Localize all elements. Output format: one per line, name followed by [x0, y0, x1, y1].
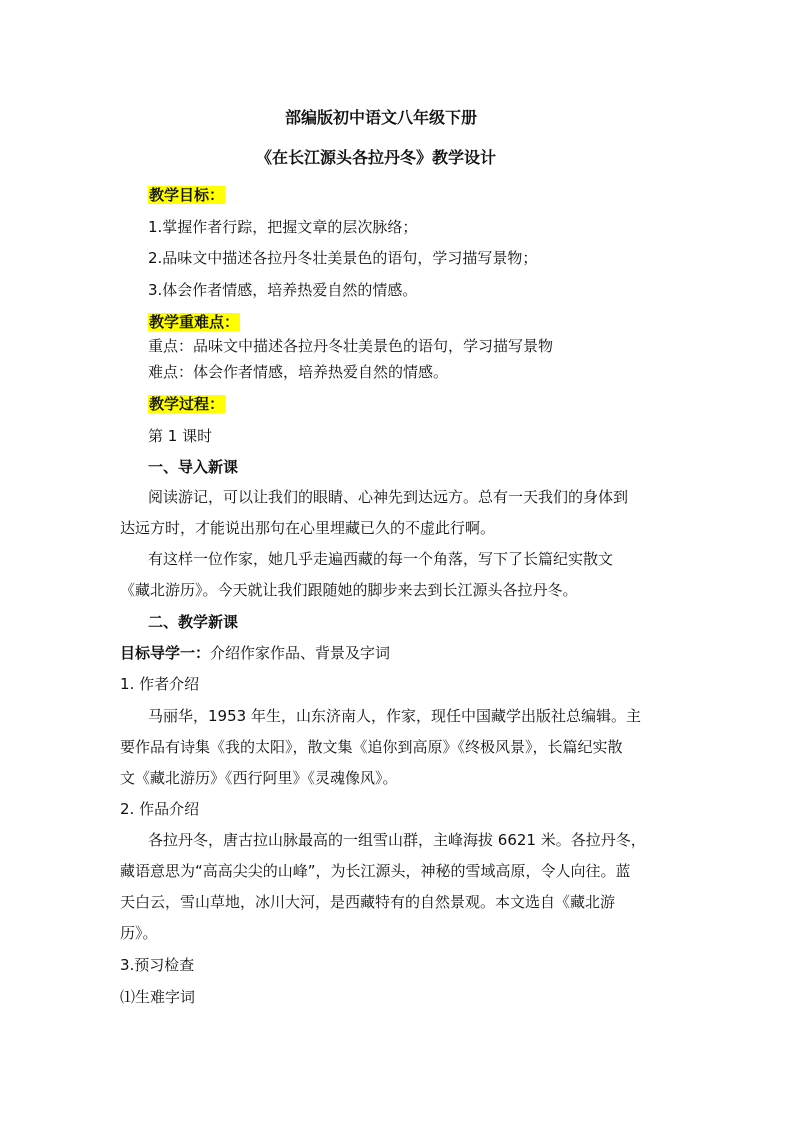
- key-points-heading-text: 教学重难点：: [149, 313, 240, 331]
- intro-para1-line2: 达远方时，才能说出那句在心里埋藏已久的不虚此行啊。: [120, 519, 496, 537]
- work-heading: 2. 作品介绍: [120, 800, 200, 818]
- work-line-2: 藏语意思为“高高尖尖的山峰”，为长江源头，神秘的雪域高原，令人向往。蓝: [120, 862, 631, 880]
- goal-text: 介绍作家作品、背景及字词: [210, 644, 391, 662]
- intro-para1-line1: 阅读游记，可以让我们的眼睛、心神先到达远方。总有一天我们的身体到: [148, 488, 629, 506]
- goal-line: [120, 643, 390, 663]
- goal-label: 目标导学一：: [120, 644, 211, 662]
- author-line-3: 文《藏北游历》《西行阿里》《灵魂像风》。: [120, 769, 398, 787]
- process-heading-text: 教学过程：: [149, 395, 225, 413]
- author-line-1: 马丽华，1953 年生，山东济南人，作家，现任中国藏学出版社总编辑。主: [148, 707, 641, 725]
- objective-item-3: 3.体会作者情感，培养热爱自然的情感。: [148, 281, 418, 299]
- objectives-heading-text: 教学目标：: [149, 186, 225, 204]
- objective-item-2: 2.品味文中描述各拉丹冬壮美景色的语句，学习描写景物；: [148, 249, 538, 267]
- objectives-heading: [148, 185, 225, 205]
- process-heading: [148, 394, 225, 414]
- doc-title-line1: 部编版初中语文八年级下册: [285, 108, 478, 127]
- work-line-1: 各拉丹冬，唐古拉山脉最高的一组雪山群，主峰海拔 6621 米。各拉丹冬，: [148, 831, 646, 849]
- author-line-2: 要作品有诗集《我的太阳》，散文集《追你到高原》《终极风景》，长篇纪实散: [120, 738, 623, 756]
- section2-heading: 二、教学新课: [148, 613, 239, 631]
- author-heading: 1. 作者介绍: [120, 675, 200, 693]
- objective-item-1: 1.掌握作者行踪，把握文章的层次脉络；: [148, 218, 418, 236]
- vocab-heading: ⑴生难字词: [120, 988, 196, 1006]
- key-point-focus: 重点：品味文中描述各拉丹冬壮美景色的语句，学习描写景物: [148, 337, 554, 355]
- work-line-3: 天白云，雪山草地，冰川大河，是西藏特有的自然景观。本文选自《藏北游: [120, 893, 616, 911]
- key-point-difficulty: 难点：体会作者情感，培养热爱自然的情感。: [148, 363, 449, 381]
- doc-title-line2: 《在长江源头各拉丹冬》教学设计: [256, 148, 497, 167]
- preview-heading: 3.预习检查: [120, 956, 195, 974]
- section1-heading: 一、导入新课: [148, 458, 239, 476]
- work-line-4: 历》。: [120, 924, 158, 942]
- key-points-heading: [148, 312, 240, 332]
- intro-para2-line1: 有这样一位作家，她几乎走遍西藏的每一个角落，写下了长篇纪实散文: [148, 550, 614, 568]
- intro-para2-line2: 《藏北游历》。今天就让我们跟随她的脚步来去到长江源头各拉丹冬。: [120, 581, 578, 599]
- lesson-label: 第 1 课时: [148, 427, 213, 445]
